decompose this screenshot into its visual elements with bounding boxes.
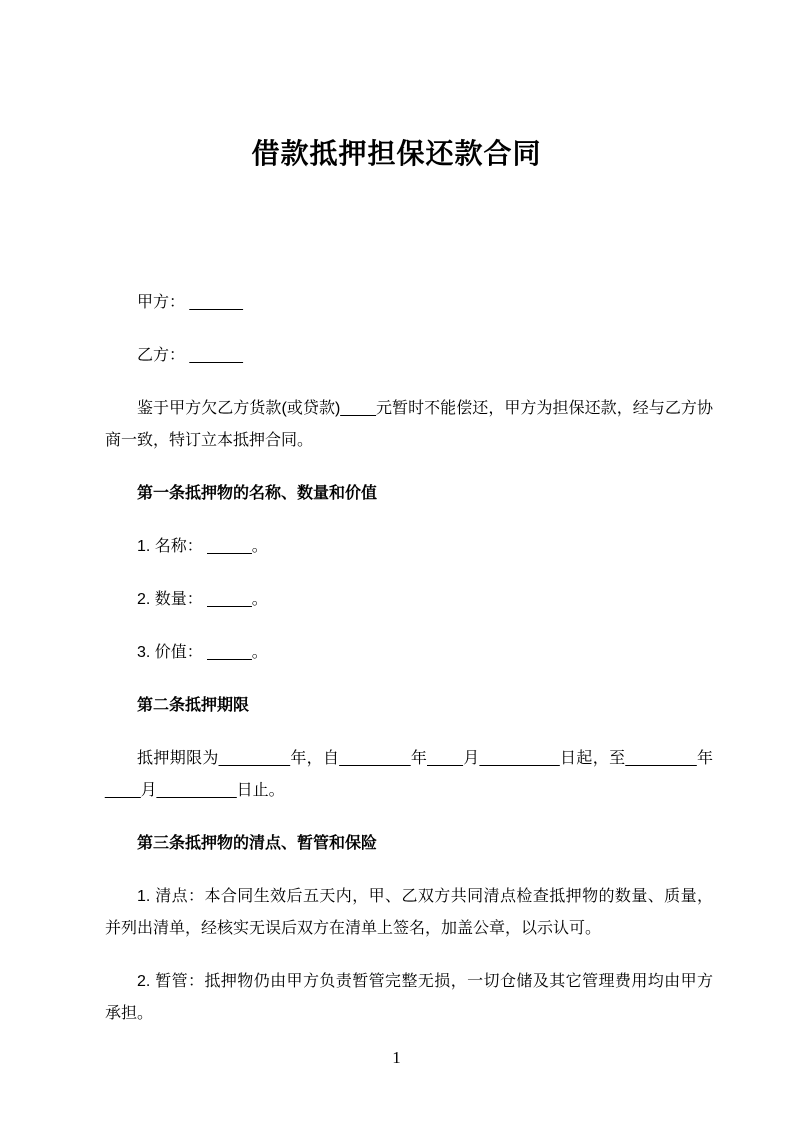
article-2-heading: 第二条抵押期限 [137,697,250,714]
document-title: 借款抵押担保还款合同 [251,138,542,169]
party-a-line: 甲方： ______ [137,294,243,311]
page-number: 1 [392,1048,401,1067]
party-b-line: 乙方： ______ [137,347,243,364]
document-body [0,287,793,1030]
preamble-paragraph: 鉴于甲方欠乙方货款(或贷款)____元暂时不能偿还，甲方为担保还款，经与乙方协商一致，特订立本抵押合同。 [105,400,713,449]
article-1-item-value: 3. 价值： _____。 [137,644,268,661]
article-1-item-quantity: 2. 数量： _____。 [137,591,268,608]
article-3-item-custody: 2. 暂管：抵押物仍由甲方负责暂管完整无损，一切仓储及其它管理费用均由甲方承担。 [105,973,713,1022]
article-2-term-paragraph: 抵押期限为________年，自________年____月_________日起，至________年____月_________日止。 [105,750,713,799]
article-3-item-inventory: 1. 清点：本合同生效后五天内，甲、乙双方共同清点检查抵押物的数量、质量，并列出清单，经核实无误后双方在清单上签名，加盖公章，以示认可。 [105,888,713,937]
article-1-heading: 第一条抵押物的名称、数量和价值 [137,485,378,502]
article-1-item-name: 1. 名称： _____。 [137,538,268,555]
article-3-heading: 第三条抵押物的清点、暂管和保险 [137,835,378,852]
